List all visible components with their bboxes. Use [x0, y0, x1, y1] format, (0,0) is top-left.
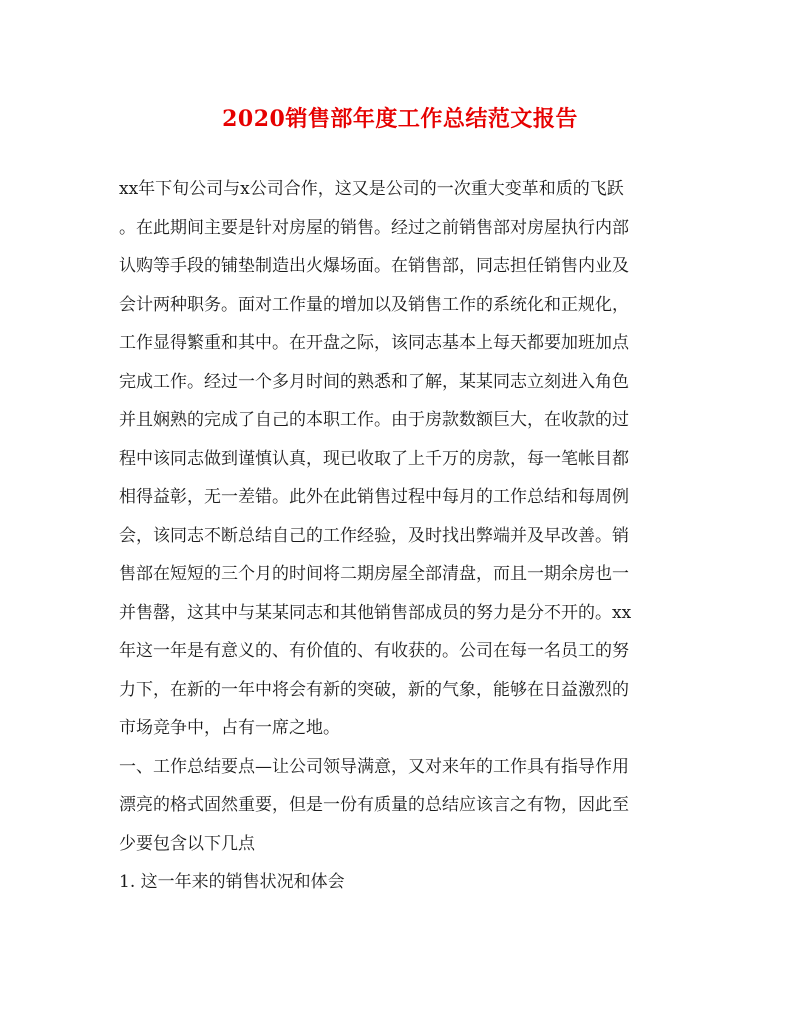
paragraph-section-one [119, 748, 684, 864]
section-heading-line: 一、工作总结要点—让公司领导满意，又对来年的工作具有指导作用 [119, 756, 629, 777]
document-body [119, 170, 684, 902]
text-line: 认购等手段的铺垫制造出火爆场面。在销售部，同志担任销售内业及 [119, 256, 629, 276]
text-line: xx年下旬公司与x公司合作，这又是公司的一次重大变革和质的飞跃 [119, 179, 624, 199]
text-line: 并售罄，这其中与某某同志和其他销售部成员的努力是分不开的。xx [119, 602, 632, 623]
text-line: 工作显得繁重和其中。在开盘之际，该同志基本上每天都要加班加点 [119, 333, 629, 353]
text-line: 力下，在新的一年中将会有新的突破，新的气象，能够在日益激烈的 [119, 679, 629, 700]
text-line: 少要包含以下几点 [119, 833, 255, 854]
text-line: 市场竞争中，占有一席之地。 [119, 718, 340, 738]
paragraph-intro [119, 170, 684, 748]
text-line: 漂亮的格式固然重要，但是一份有质量的总结应该言之有物，因此至 [119, 795, 629, 815]
text-line: 售部在短短的三个月的时间将二期房屋全部清盘，而且一期余房也一 [119, 564, 629, 584]
list-item-line: 1. 这一年来的销售状况和体会 [119, 872, 345, 892]
text-line: 会计两种职务。面对工作量的增加以及销售工作的系统化和正规化， [119, 294, 629, 315]
document-title: 2020销售部年度工作总结范文报告 [222, 106, 578, 132]
text-line: 完成工作。经过一个多月时间的熟悉和了解，某某同志立刻进入角色 [119, 371, 629, 392]
text-line: 程中该同志做到谨慎认真，现已收取了上千万的房款，每一笔帐目都 [119, 448, 629, 469]
text-line: 并且娴熟的完成了自己的本职工作。由于房款数额巨大，在收款的过 [119, 410, 629, 430]
text-line: 。在此期间主要是针对房屋的销售。经过之前销售部对房屋执行内部 [119, 217, 629, 238]
text-line: 相得益彰，无一差错。此外在此销售过程中每月的工作总结和每周例 [119, 487, 629, 507]
text-line: 年这一年是有意义的、有价值的、有收获的。公司在每一名员工的努 [119, 641, 629, 661]
paragraph-list-item [119, 863, 684, 902]
text-line: 会，该同志不断总结自己的工作经验，及时找出弊端并及早改善。销 [119, 525, 629, 546]
